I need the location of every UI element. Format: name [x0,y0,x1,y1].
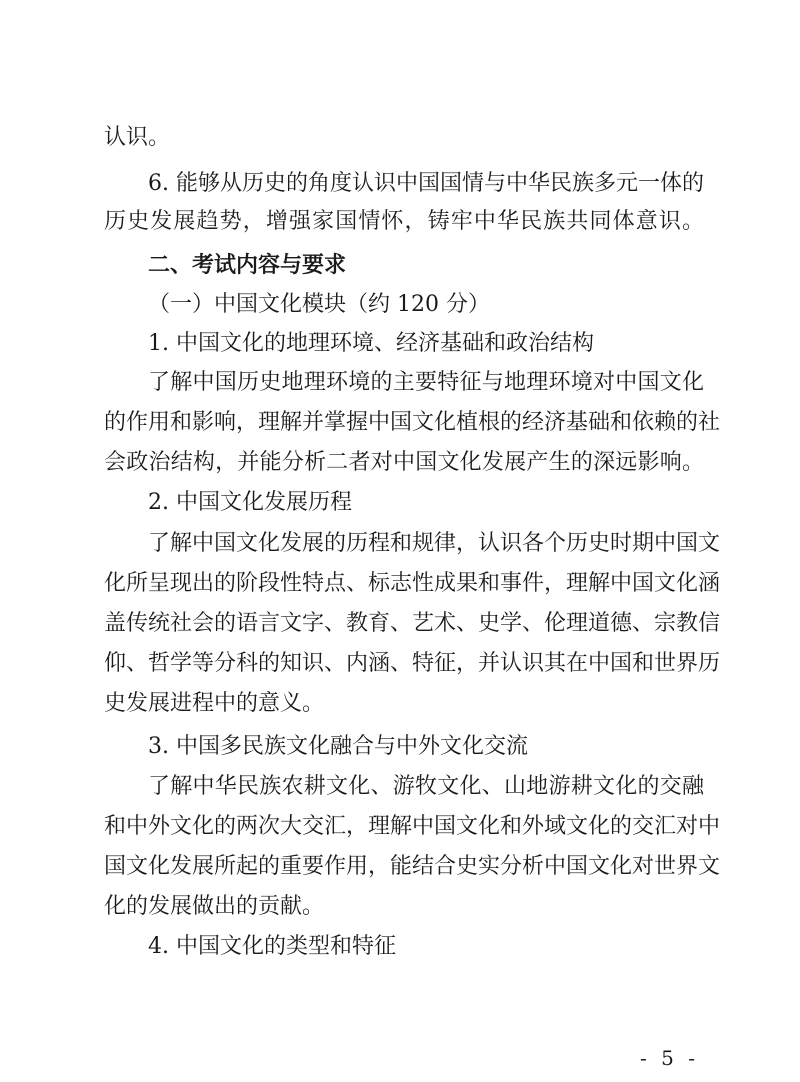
paragraph-line: 6. 能够从历史的角度认识中国国情与中华民族多元一体的 [148,171,704,196]
section-heading: 二、考试内容与要求 [148,253,347,278]
paragraph-line: 和中外文化的两次大交汇，理解中国文化和外域文化的交汇对中 [104,814,721,839]
page-number: - 5 - [640,1046,699,1070]
item-heading: 3. 中国多民族文化融合与中外文化交流 [148,734,528,759]
paragraph-line: 了解中国历史地理环境的主要特征与地理环境对中国文化 [148,370,704,395]
paragraph-line: 仰、哲学等分科的知识、内涵、特征，并认识其在中国和世界历 [104,651,721,676]
paragraph-line: 国文化发展所起的重要作用，能结合史实分析中国文化对世界文 [104,854,721,879]
paragraph-line: 史发展进程中的意义。 [104,691,325,716]
paragraph-line: 盖传统社会的语言文字、教育、艺术、史学、伦理道德、宗教信 [104,611,721,636]
item-heading: 1. 中国文化的地理环境、经济基础和政治结构 [148,331,594,356]
item-heading: 4. 中国文化的类型和特征 [148,934,396,959]
paragraph-line: 化所呈现出的阶段性特点、标志性成果和事件，理解中国文化涵 [104,571,721,596]
subsection-heading: （一）中国文化模块（约 120 分） [148,292,490,317]
paragraph-line: 认识。 [104,125,171,150]
paragraph-line: 化的发展做出的贡献。 [104,894,325,919]
paragraph-line: 了解中华民族农耕文化、游牧文化、山地游耕文化的交融 [148,774,704,799]
paragraph-line: 的作用和影响，理解并掌握中国文化植根的经济基础和依赖的社 [104,410,721,435]
paragraph-line: 历史发展趋势，增强家国情怀，铸牢中华民族共同体意识。 [104,209,704,234]
paragraph-line: 了解中国文化发展的历程和规律，认识各个历史时期中国文 [148,531,721,556]
item-heading: 2. 中国文化发展历程 [148,490,352,515]
paragraph-line: 会政治结构，并能分析二者对中国文化发展产生的深远影响。 [104,450,704,475]
